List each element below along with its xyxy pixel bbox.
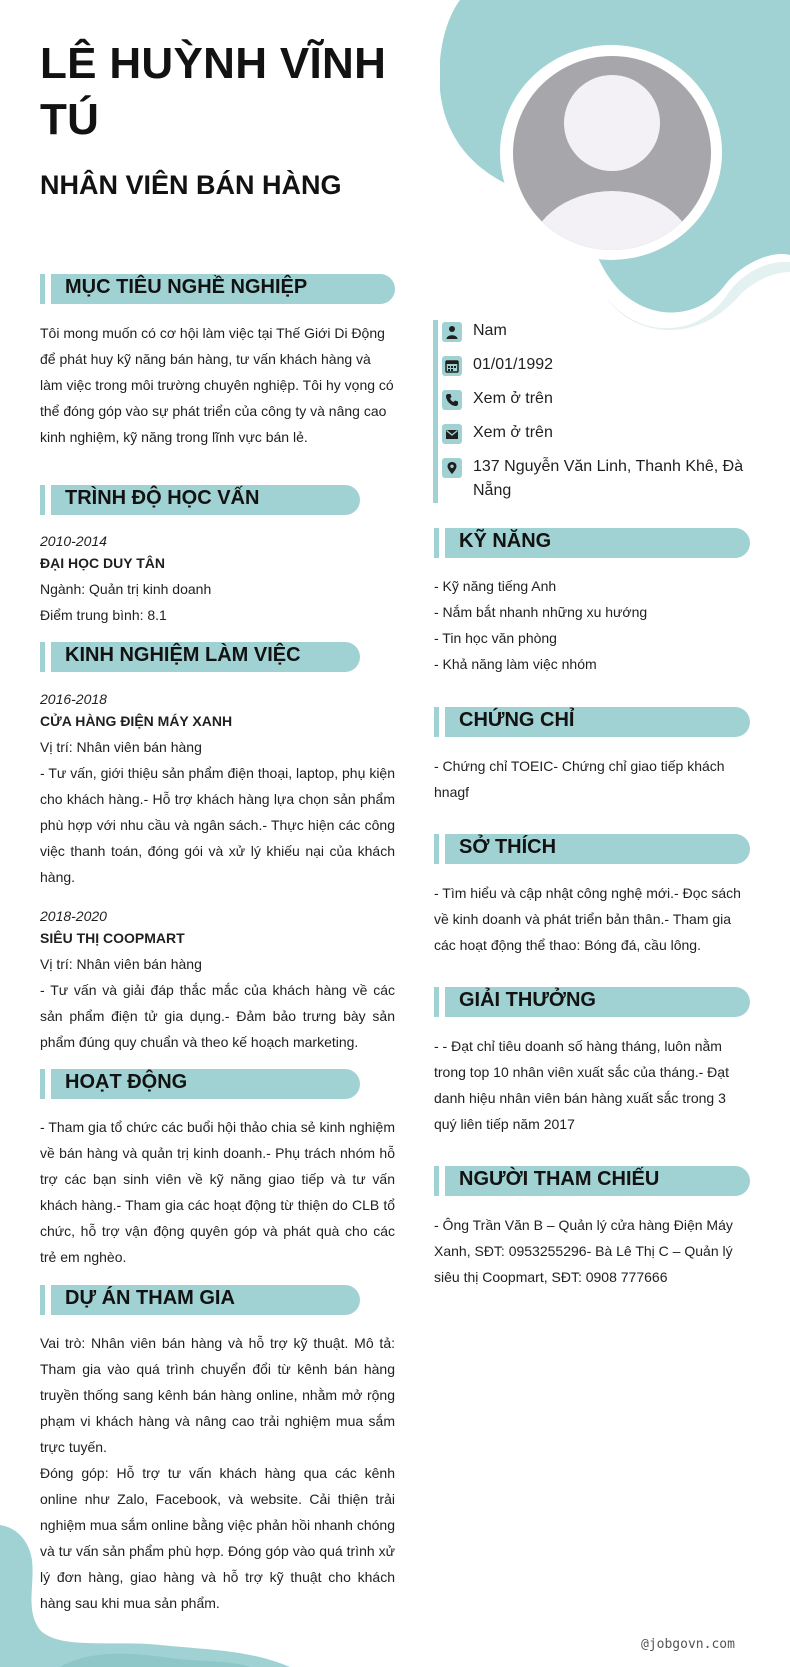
contact-birthday: 01/01/1992 [473, 356, 554, 373]
education-major: Ngành: Quản trị kinh doanh [40, 581, 212, 597]
hobbies-text: - Tìm hiểu và cập nhật công nghệ mới.- Đọc sách về kinh doanh và phát triển bản thân.- Tham gia các hoạt động thể thao: Bóng đá, cầu lông. [434, 885, 741, 953]
skill-item: - Khả năng làm việc nhóm [434, 656, 597, 672]
education-period: 2010-2014 [40, 533, 107, 549]
location-icon [442, 458, 462, 478]
phone-icon [442, 390, 462, 410]
section-title: KỸ NĂNG [459, 530, 552, 552]
section-title: GIẢI THƯỞNG [459, 989, 596, 1011]
watermark: @jobgovn.com [641, 1637, 735, 1652]
avatar-placeholder-icon [513, 56, 711, 250]
education-gpa: Điểm trung bình: 8.1 [40, 607, 167, 623]
section-title: TRÌNH ĐỘ HỌC VẤN [65, 487, 260, 509]
activities-text: - Tham gia tổ chức các buổi hội thảo chia sẻ kinh nghiệm về bán hàng và quản trị kinh doanh.- Phụ trách nhóm hỗ trợ các bạn sinh viên về kỹ năng giao tiếp và tư vấn khách hàng.- Tham gia các hoạt động từ thiện do CLB tổ chức, hỗ trợ vận động quyên góp và phát quà cho các trẻ em nghèo. [40, 1119, 395, 1265]
avatar [500, 45, 722, 260]
experience-description: - Tư vấn, giới thiệu sản phẩm điện thoại, laptop, phụ kiện cho khách hàng.- Hỗ trợ khách hàng lựa chọn sản phẩm phù hợp với nhu cầu và ngân sách.- Thực hiện các công việc thanh toán, đóng gói và xử lý khiếu nại của khách hàng. [40, 765, 395, 885]
section-header-education [40, 485, 360, 515]
section-title: SỞ THÍCH [459, 836, 557, 858]
experience-period: 2016-2018 [40, 691, 107, 707]
experience-company: SIÊU THỊ COOPMART [40, 930, 185, 946]
certificates-text: - Chứng chỉ TOEIC- Chứng chỉ giao tiếp khách hnagf [434, 758, 725, 800]
section-header-references [434, 1166, 750, 1196]
section-header-certificates [434, 707, 750, 737]
section-header-activities [40, 1069, 360, 1099]
experience-description: - Tư vấn và giải đáp thắc mắc của khách hàng về các sản phẩm điện tử gia dụng.- Đảm bảo trưng bày sản phẩm đúng quy chuẩn và theo kế hoạch marketing. [40, 982, 395, 1050]
experience-position: Vị trí: Nhân viên bán hàng [40, 956, 202, 972]
person-icon [442, 322, 462, 342]
skill-item: - Kỹ năng tiếng Anh [434, 578, 557, 594]
section-title: MỤC TIÊU NGHỀ NGHIỆP [65, 276, 308, 298]
section-header-skills [434, 528, 750, 558]
contact-email: Xem ở trên [473, 424, 553, 441]
job-title: NHÂN VIÊN BÁN HÀNG [40, 170, 342, 200]
contact-phone: Xem ở trên [473, 390, 553, 407]
section-title: DỰ ÁN THAM GIA [65, 1287, 235, 1309]
contact-address: 137 Nguyễn Văn Linh, Thanh Khê, Đà Nẵng [473, 458, 744, 499]
section-title: NGƯỜI THAM CHIẾU [459, 1168, 660, 1190]
mail-icon [442, 424, 462, 444]
experience-period: 2018-2020 [40, 908, 107, 924]
experience-company: CỬA HÀNG ĐIỆN MÁY XANH [40, 713, 233, 729]
section-header-experience [40, 642, 360, 672]
calendar-icon [442, 356, 462, 376]
skill-item: - Nắm bắt nhanh những xu hướng [434, 604, 648, 620]
references-text: - Ông Trần Văn B – Quản lý cửa hàng Điện Máy Xanh, SĐT: 0953255296- Bà Lê Thị C – Quản lý siêu thị Coopmart, SĐT: 0908 777666 [434, 1217, 733, 1285]
skill-item: - Tin học văn phòng [434, 630, 557, 646]
section-header-career-goal [40, 274, 395, 304]
section-title: CHỨNG CHỈ [459, 709, 575, 731]
contact-accent-bar [433, 320, 438, 503]
section-header-hobbies [434, 834, 750, 864]
projects-contribution: Đóng góp: Hỗ trợ tư vấn khách hàng qua các kênh online như Zalo, Facebook, và website. Cải thiện trải nghiệm mua sắm online bằng việc phản hồi nhanh chóng và tư vấn sản phẩm phù hợp. Đóng góp vào quá trình xử lý đơn hàng, giao hàng và hỗ trợ kỹ thuật cho khách hàng sau khi mua sản phẩm. [40, 1465, 395, 1611]
education-school: ĐẠI HỌC DUY TÂN [40, 555, 165, 571]
section-title: HOẠT ĐỘNG [65, 1071, 188, 1093]
projects-role: Vai trò: Nhân viên bán hàng và hỗ trợ kỹ thuật. Mô tả: Tham gia vào quá trình chuyển đổi từ kênh bán hàng truyền thống sang kênh bán hàng online, nhằm mở rộng phạm vi khách hàng và nâng cao trải nghiệm mua sắm trực tuyến. [40, 1335, 395, 1455]
section-header-projects [40, 1285, 360, 1315]
awards-text: - - Đạt chỉ tiêu doanh số hàng tháng, luôn nằm trong top 10 nhân viên xuất sắc của tháng.- Đạt danh hiệu nhân viên bán hàng xuất sắc trong 3 quý liên tiếp năm 2017 [434, 1038, 729, 1132]
candidate-name: LÊ HUỲNH VĨNH TÚ [40, 39, 387, 144]
section-header-awards [434, 987, 750, 1017]
contact-gender: Nam [473, 322, 507, 339]
section-title: KINH NGHIỆM LÀM VIỆC [65, 644, 301, 666]
experience-position: Vị trí: Nhân viên bán hàng [40, 739, 202, 755]
career-goal-text: Tôi mong muốn có cơ hội làm việc tại Thế Giới Di Động để phát huy kỹ năng bán hàng, tư vấn khách hàng và làm việc trong môi trường chuyên nghiệp. Tôi hy vọng có thể đóng góp vào sự phát triển của công ty và nâng cao kinh nghiệm, kỹ năng trong lĩnh vực bán lẻ. [40, 325, 394, 445]
